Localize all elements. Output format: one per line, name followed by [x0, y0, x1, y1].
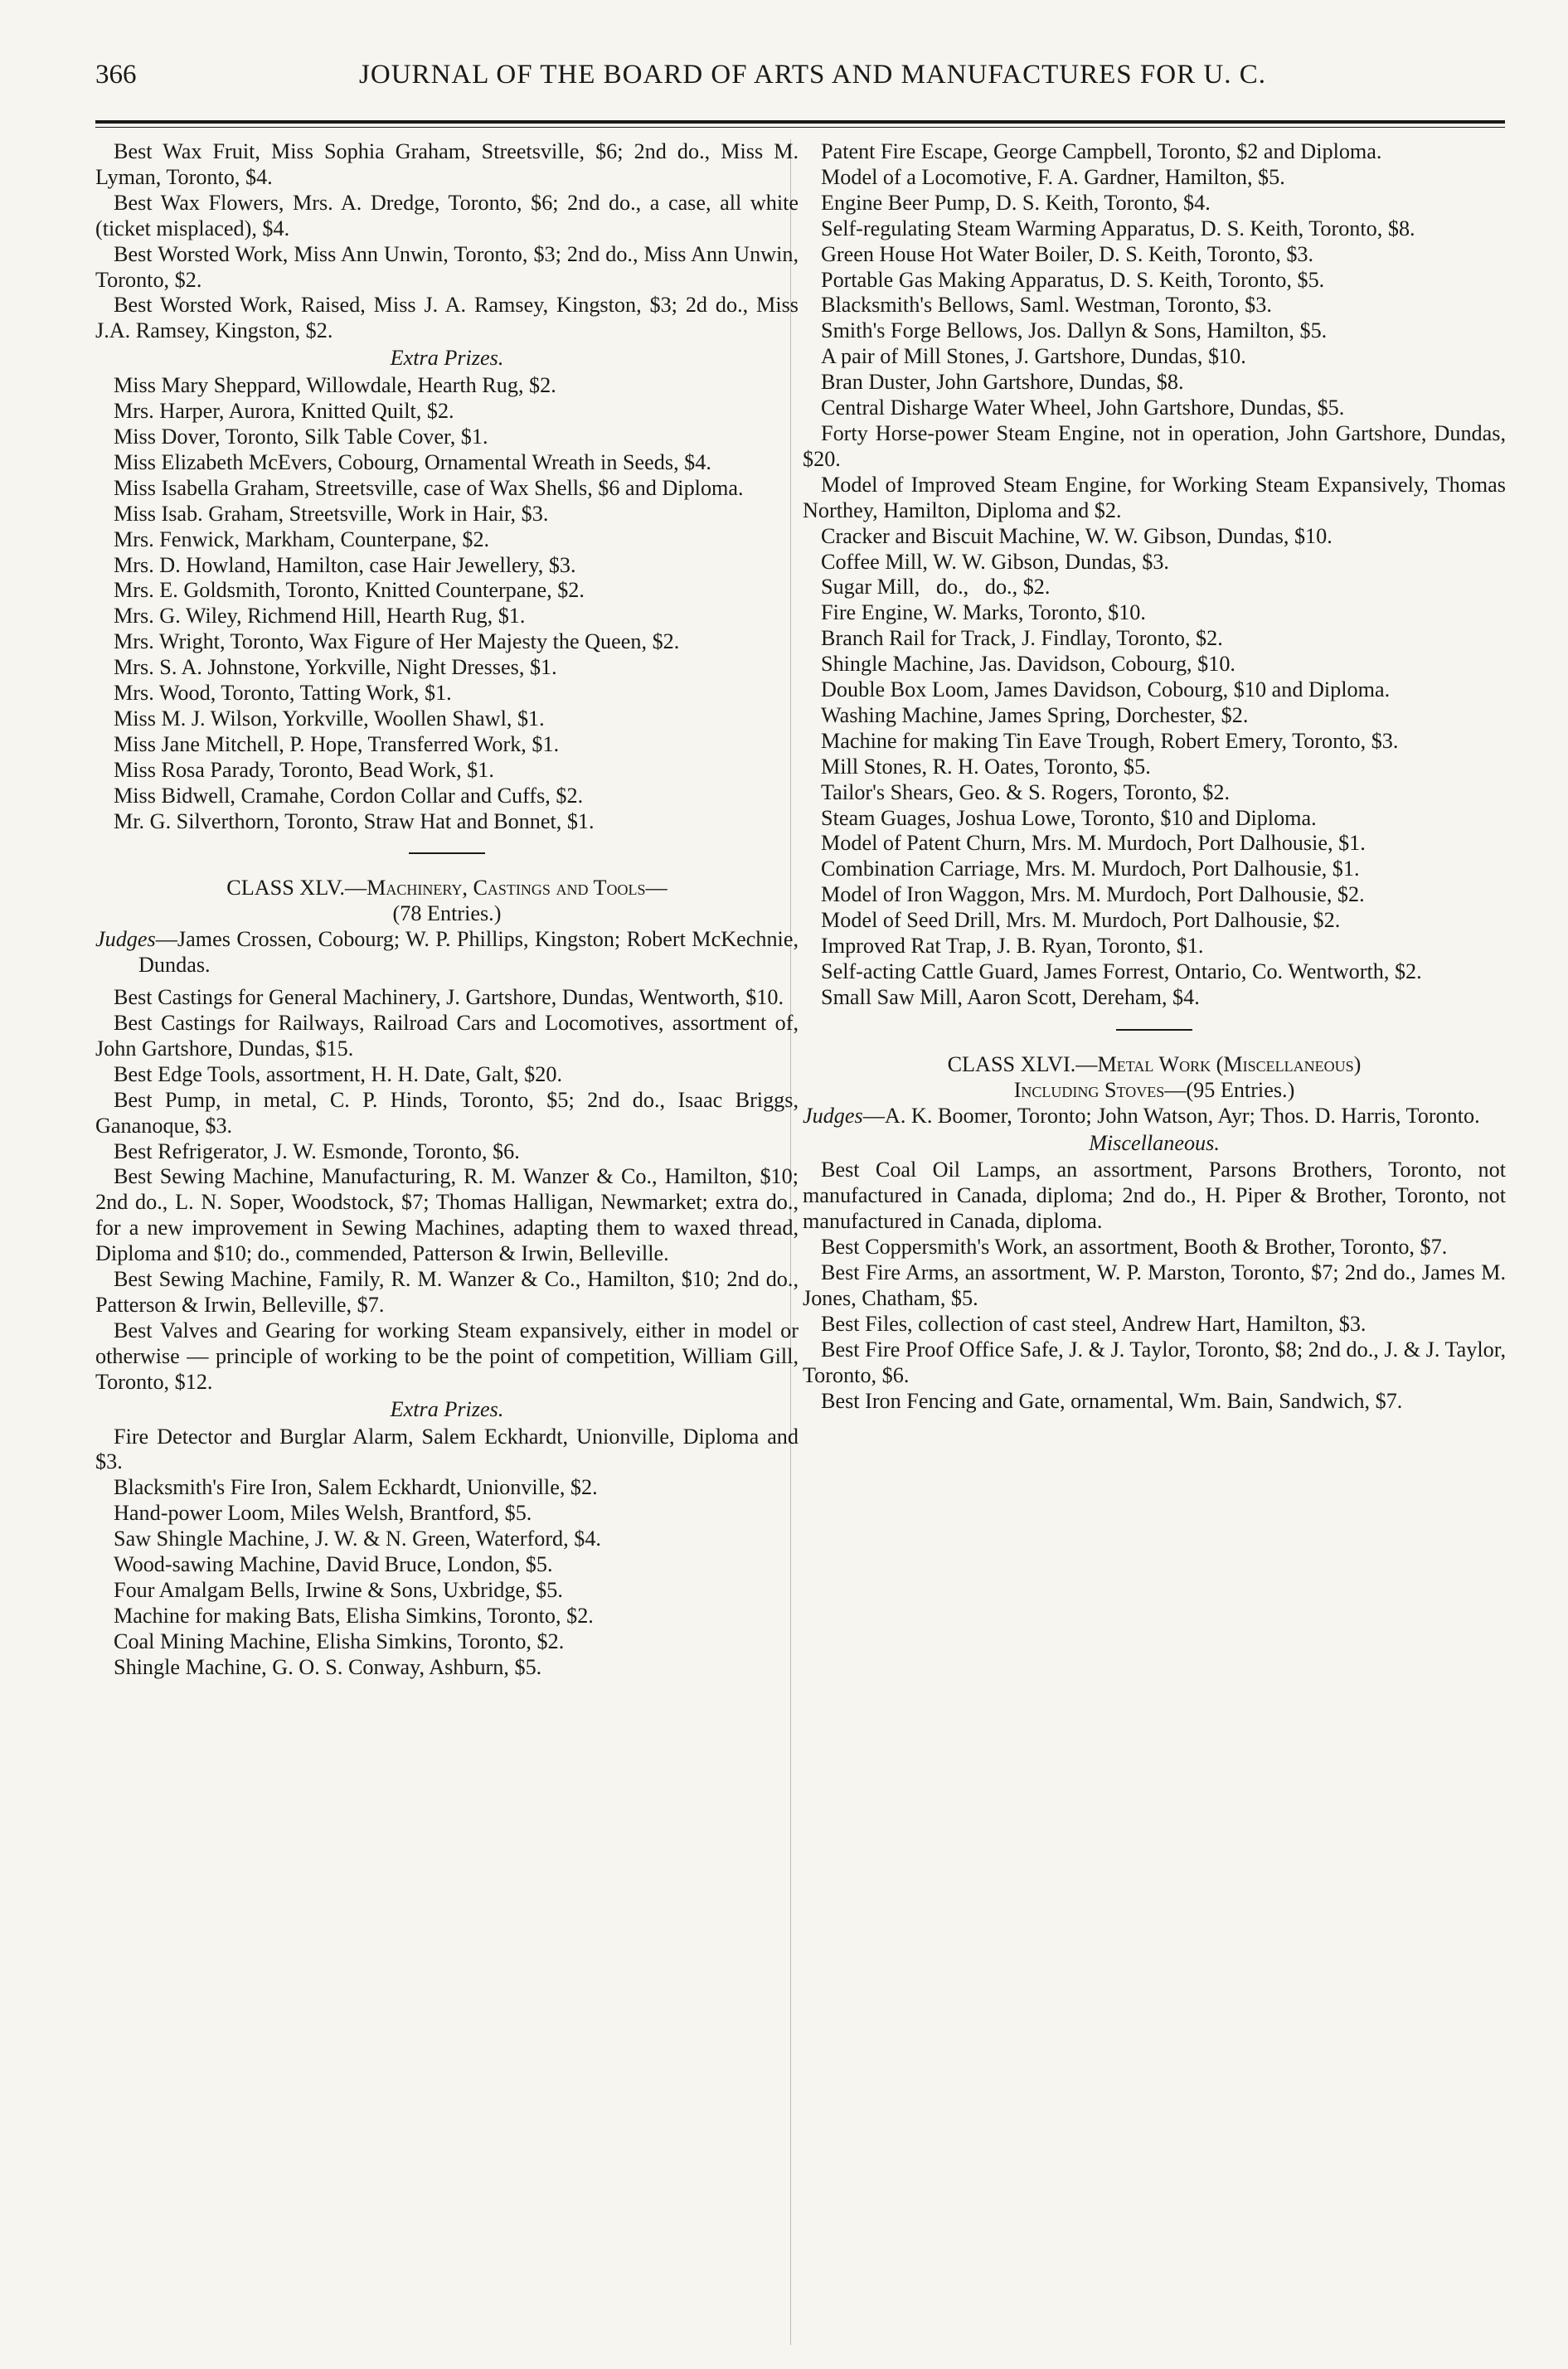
header-rule [95, 120, 1505, 124]
extra-prize-entry: Miss Jane Mitchell, P. Hope, Transferred Work, $1. [114, 731, 560, 756]
prize-entry: Best Refrigerator, J. W. Esmonde, Toronto, $6. [114, 1138, 520, 1163]
prize-entry: Model of a Locomotive, F. A. Gardner, Hamilton, $5. [821, 164, 1285, 189]
prize-entry: Best Edge Tools, assortment, H. H. Date, Galt, $20. [114, 1061, 562, 1086]
left-column [95, 139, 799, 1681]
extra-prize-entry: Miss Isab. Graham, Streetsville, Work in Hair, $3. [114, 501, 549, 526]
prize-entry: A pair of Mill Stones, J. Gartshore, Dundas, $10. [821, 344, 1246, 369]
prize-entry: Self-regulating Steam Warming Apparatus, D. S. Keith, Toronto, $8. [821, 216, 1415, 240]
prize-entry: Best Castings for Railways, Railroad Cars and Locomotives, assortment of, John Gartshore, Dundas, $15. [95, 1011, 799, 1061]
prize-entry: Forty Horse-power Steam Engine, not in operation, John Gartshore, Dundas, $20. [803, 420, 1506, 471]
prize-entry: Shingle Machine, Jas. Davidson, Cobourg, $10. [821, 652, 1235, 677]
class-title: Metal Work (Miscellaneous) [1097, 1051, 1362, 1076]
prize-entry: Self-acting Cattle Guard, James Forrest, Ontario, Co. Wentworth, $2. [821, 959, 1422, 983]
prize-entry: Patent Fire Escape, George Campbell, Toronto, $2 and Diploma. [821, 139, 1382, 163]
prize-entry: Steam Guages, Joshua Lowe, Toronto, $10 and Diploma. [821, 805, 1317, 830]
extra-prize-entry: Mrs. G. Wiley, Richmend Hill, Hearth Rug, $1. [114, 604, 526, 629]
extra-prize-entry: Mrs. Fenwick, Markham, Counterpane, $2. [114, 527, 490, 551]
judges-label: Judges [95, 927, 156, 952]
extra-prize-entry: Mrs. Wood, Toronto, Tatting Work, $1. [114, 681, 452, 706]
extra-prize-entry: Mrs. D. Howland, Hamilton, case Hair Jewellery, $3. [114, 552, 576, 577]
prize-entry: Improved Rat Trap, J. B. Ryan, Toronto, $1. [821, 934, 1204, 959]
judges-line [803, 1104, 1506, 1129]
right-column [803, 139, 1506, 1415]
class-heading [95, 876, 799, 927]
prize-entry: Best Fire Arms, an assortment, W. P. Marston, Toronto, $7; 2nd do., James M. Jones, Chatham, $5. [803, 1260, 1506, 1310]
prize-entry: Best Wax Fruit, Miss Sophia Graham, Streetsville, $6; 2nd do., Miss M. Lyman, Toronto, $4. [95, 139, 799, 189]
prize-entry: Combination Carriage, Mrs. M. Murdoch, Port Dalhousie, $1. [821, 857, 1360, 881]
extra-prizes-heading: Extra Prizes. [390, 1396, 504, 1421]
extra-prize-entry: Machine for making Bats, Elisha Simkins, Toronto, $2. [114, 1603, 594, 1628]
page-header [95, 60, 1505, 106]
running-title: JOURNAL OF THE BOARD OF ARTS AND MANUFACTURES FOR U. C. [359, 60, 1266, 90]
section-rule [1116, 1029, 1192, 1031]
class-heading [803, 1052, 1506, 1104]
page-number: 366 [95, 60, 137, 90]
extra-prize-entry: Blacksmith's Fire Iron, Salem Eckhardt, Unionville, $2. [114, 1475, 598, 1500]
judges-line [95, 927, 799, 978]
prize-entry: Best Valves and Gearing for working Steam expansively, either in model or otherwise — principle of working to be the point of competition, William Gill, Toronto, $12. [95, 1318, 799, 1394]
extra-prize-entry: Mrs. Wright, Toronto, Wax Figure of Her Majesty the Queen, $2. [114, 629, 680, 654]
prize-entry: Model of Iron Waggon, Mrs. M. Murdoch, Port Dalhousie, $2. [821, 882, 1365, 907]
prize-entry: Best Sewing Machine, Family, R. M. Wanzer & Co., Hamilton, $10; 2nd do., Patterson & Irwin, Belleville, $7. [95, 1267, 799, 1317]
prize-entry: Bran Duster, John Gartshore, Dundas, $8. [821, 370, 1184, 395]
prize-entry: Model of Patent Churn, Mrs. M. Murdoch, Port Dalhousie, $1. [821, 831, 1366, 856]
extra-prize-entry: Miss Isabella Graham, Streetsville, case of Wax Shells, $6 and Diploma. [114, 475, 744, 500]
prize-entry: Tailor's Shears, Geo. & S. Rogers, Toronto, $2. [821, 779, 1230, 804]
extra-prize-entry: Mrs. Harper, Aurora, Knitted Quilt, $2. [114, 399, 454, 424]
extra-prize-entry: Mr. G. Silverthorn, Toronto, Straw Hat and Bonnet, $1. [114, 808, 595, 833]
class-title-line2: Including Stoves [1013, 1077, 1165, 1102]
extra-prize-entry: Miss Rosa Parady, Toronto, Bead Work, $1. [114, 757, 494, 782]
extra-prize-entry: Wood-sawing Machine, David Bruce, London, $5. [114, 1552, 553, 1577]
extra-prize-entry: Miss M. J. Wilson, Yorkville, Woollen Shawl, $1. [114, 706, 545, 731]
extra-prize-entry: Coal Mining Machine, Elisha Simkins, Toronto, $2. [114, 1629, 565, 1653]
extra-prize-entry: Hand-power Loom, Miles Welsh, Brantford, $5. [114, 1501, 532, 1526]
prize-entry: Model of Seed Drill, Mrs. M. Murdoch, Port Dalhousie, $2. [821, 908, 1341, 933]
prize-entry: Washing Machine, James Spring, Dorchester, $2. [821, 702, 1249, 727]
prize-entry: Engine Beer Pump, D. S. Keith, Toronto, $4. [821, 190, 1211, 215]
prize-entry: Best Coppersmith's Work, an assortment, Booth & Brother, Toronto, $7. [821, 1235, 1448, 1260]
extra-prize-entry: Saw Shingle Machine, J. W. & N. Green, Waterford, $4. [114, 1527, 601, 1551]
judges-names: —A. K. Boomer, Toronto; John Watson, Ayr; Thos. D. Harris, Toronto. [862, 1103, 1480, 1128]
prize-entry: Portable Gas Making Apparatus, D. S. Keith, Toronto, $5. [821, 267, 1325, 292]
prize-entry: Best Worsted Work, Raised, Miss J. A. Ramsey, Kingston, $3; 2d do., Miss J.A. Ramsey, Kingston, $2. [95, 293, 799, 343]
section-rule [409, 852, 485, 854]
prize-entry: Fire Engine, W. Marks, Toronto, $10. [821, 600, 1146, 625]
prize-entry: Model of Improved Steam Engine, for Working Steam Expansively, Thomas Northey, Hamilton, Diploma and $2. [803, 472, 1506, 522]
prize-entry: Best Worsted Work, Miss Ann Unwin, Toronto, $3; 2nd do., Miss Ann Unwin, Toronto, $2. [95, 241, 799, 292]
prize-entry: Best Castings for General Machinery, J. Gartshore, Dundas, Wentworth, $10. [114, 985, 784, 1010]
miscellaneous-heading: Miscellaneous. [1089, 1130, 1220, 1155]
prize-entry: Best Files, collection of cast steel, Andrew Hart, Hamilton, $3. [821, 1311, 1367, 1336]
extra-prize-entry: Miss Elizabeth McEvers, Cobourg, Ornamental Wreath in Seeds, $4. [114, 449, 711, 474]
prize-entry: Best Sewing Machine, Manufacturing, R. M. Wanzer & Co., Hamilton, $10; 2nd do., L. N. Soper, Woodstock, $7; Thomas Halligan, Newmarket; extra do., for a new improvement in Sewing Machines, adapting them to waxed thread, Diploma and $10; do., commended, Patterson & Irwin, Belleville. [95, 1164, 799, 1266]
header-rule-thin [95, 127, 1505, 128]
prize-entry: Best Pump, in metal, C. P. Hinds, Toronto, $5; 2nd do., Isaac Briggs, Gananoque, $3. [95, 1087, 799, 1138]
prize-entry: Best Coal Oil Lamps, an assortment, Parsons Brothers, Toronto, not manufactured in Canada, diploma; 2nd do., H. Piper & Brother, Toronto, not manufactured in Canada, diploma. [803, 1158, 1506, 1234]
prize-entry: Machine for making Tin Eave Trough, Robert Emery, Toronto, $3. [821, 728, 1399, 753]
prize-entry: Smith's Forge Bellows, Jos. Dallyn & Sons, Hamilton, $5. [821, 318, 1328, 343]
class-entries-count: (78 Entries.) [392, 901, 502, 926]
prize-entry: Sugar Mill, do., do., $2. [821, 575, 1051, 600]
class-entries-count: —(95 Entries.) [1164, 1077, 1295, 1102]
extra-prize-entry: Fire Detector and Burglar Alarm, Salem Eckhardt, Unionville, Diploma and $3. [95, 1424, 799, 1474]
prize-entry: Double Box Loom, James Davidson, Cobourg, $10 and Diploma. [821, 677, 1391, 702]
prize-entry: Best Fire Proof Office Safe, J. & J. Taylor, Toronto, $8; 2nd do., J. & J. Taylor, Toronto, $6. [803, 1337, 1506, 1387]
prize-entry: Mill Stones, R. H. Oates, Toronto, $5. [821, 754, 1151, 779]
extra-prize-entry: Four Amalgam Bells, Irwine & Sons, Uxbridge, $5. [114, 1577, 563, 1602]
extra-prize-entry: Shingle Machine, G. O. S. Conway, Ashburn, $5. [114, 1654, 542, 1679]
extra-prize-entry: Miss Bidwell, Cramahe, Cordon Collar and Cuffs, $2. [114, 783, 584, 808]
prize-entry: Best Iron Fencing and Gate, ornamental, Wm. Bain, Sandwich, $7. [821, 1388, 1403, 1413]
prize-entry: Coffee Mill, W. W. Gibson, Dundas, $3. [821, 549, 1169, 574]
extra-prize-entry: Mrs. E. Goldsmith, Toronto, Knitted Counterpane, $2. [114, 578, 585, 603]
extra-prize-entry: Mrs. S. A. Johnstone, Yorkville, Night Dresses, $1. [114, 655, 557, 680]
prize-entry: Cracker and Biscuit Machine, W. W. Gibson, Dundas, $10. [821, 523, 1333, 548]
prize-entry: Branch Rail for Track, J. Findlay, Toronto, $2. [821, 626, 1223, 651]
class-number: CLASS XLV.— [226, 876, 367, 901]
class-title: Machinery, Castings and Tools— [367, 876, 667, 901]
prize-entry: Blacksmith's Bellows, Saml. Westman, Toronto, $3. [821, 293, 1272, 318]
extra-prizes-heading: Extra Prizes. [390, 346, 504, 371]
prize-entry: Central Disharge Water Wheel, John Gartshore, Dundas, $5. [821, 396, 1345, 420]
extra-prize-entry: Miss Mary Sheppard, Willowdale, Hearth Rug, $2. [114, 373, 556, 398]
prize-entry: Green House Hot Water Boiler, D. S. Keith, Toronto, $3. [821, 241, 1314, 266]
prize-entry: Best Wax Flowers, Mrs. A. Dredge, Toronto, $6; 2nd do., a case, all white (ticket misplaced), $4. [95, 190, 799, 240]
judges-label: Judges [803, 1103, 863, 1128]
extra-prize-entry: Miss Dover, Toronto, Silk Table Cover, $1. [114, 424, 488, 449]
class-number: CLASS XLVI.— [947, 1051, 1098, 1076]
prize-entry: Small Saw Mill, Aaron Scott, Dereham, $4. [821, 984, 1200, 1009]
judges-names: —James Crossen, Cobourg; W. P. Phillips, Kingston; Robert McKechnie, Dundas. [138, 927, 799, 978]
